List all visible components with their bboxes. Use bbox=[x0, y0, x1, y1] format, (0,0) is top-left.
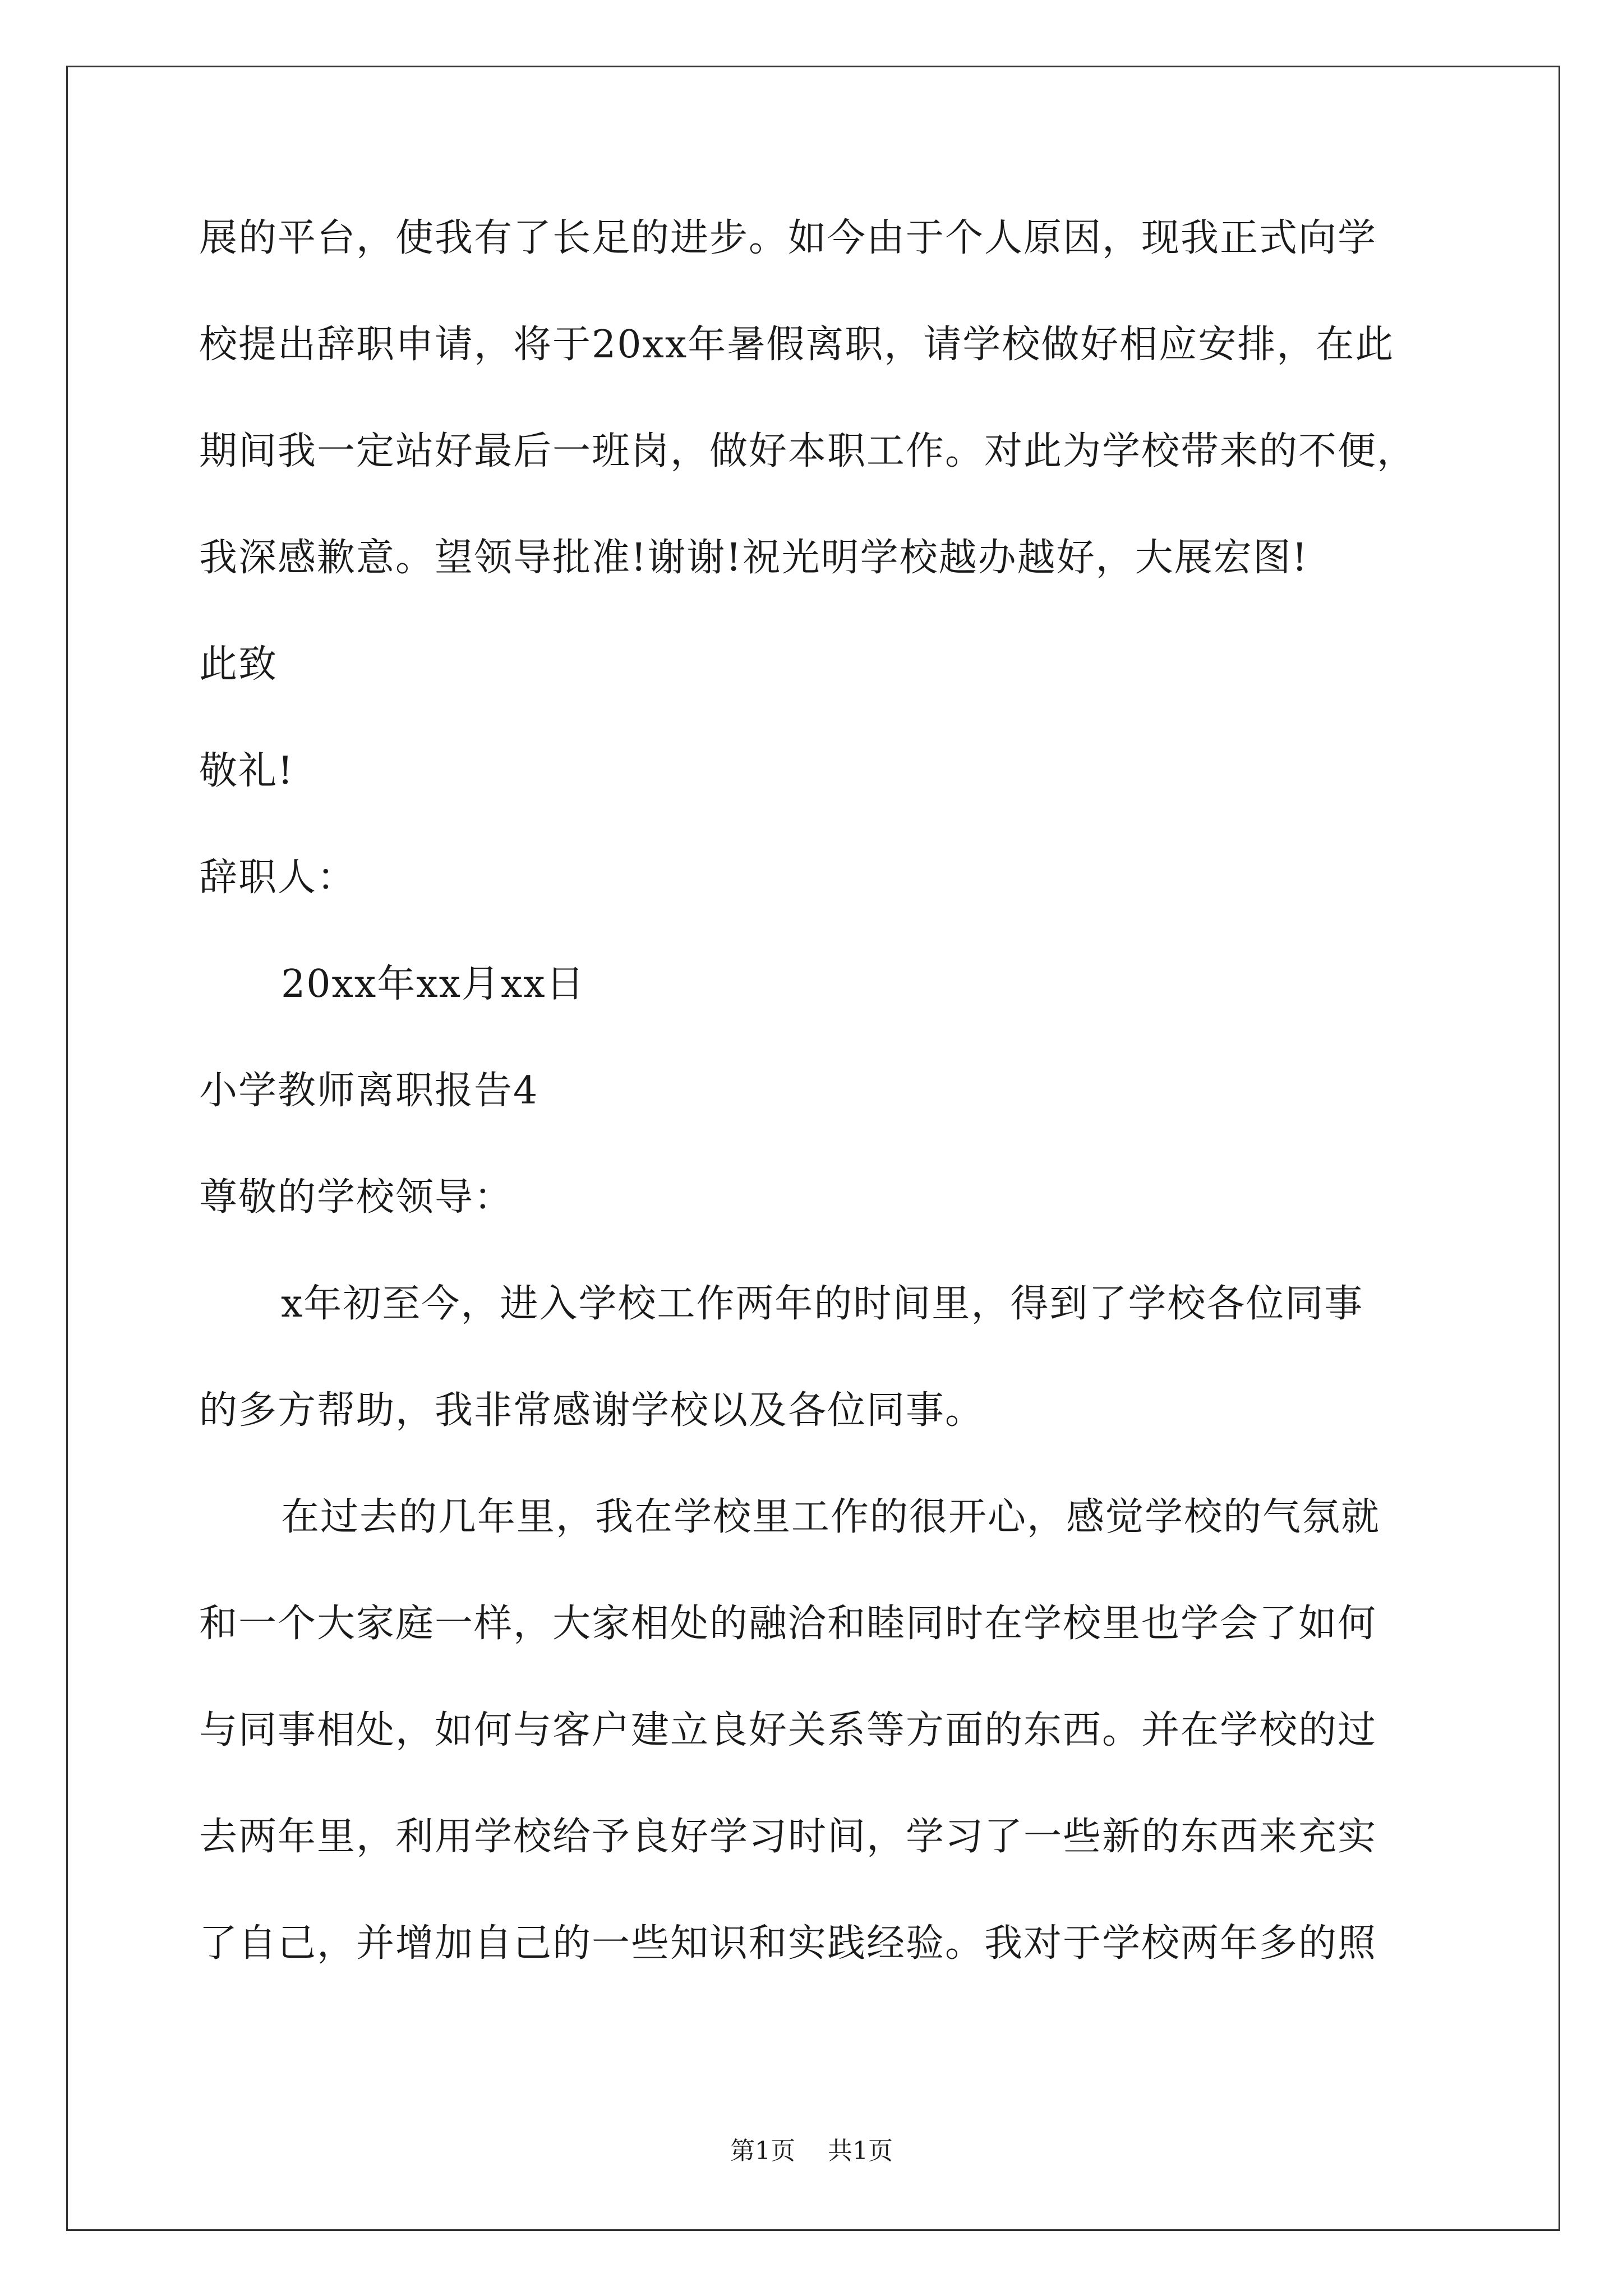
text-line: 去两年里，利用学校给予良好学习时间，学习了一些新的东西来充实 bbox=[199, 1815, 1377, 1859]
text-line: 的多方帮助，我非常感谢学校以及各位同事。 bbox=[199, 1388, 985, 1433]
text-line: 展的平台，使我有了长足的进步。如今由于个人原因，现我正式向学 bbox=[199, 216, 1377, 260]
text-line: 与同事相处，如何与客户建立良好关系等方面的东西。并在学校的过 bbox=[199, 1708, 1377, 1752]
text-line: x年初至今，进入学校工作两年的时间里，得到了学校各位同事 bbox=[281, 1282, 1364, 1326]
text-line: 我深感歉意。望领导批准!谢谢!祝光明学校越办越好，大展宏图! bbox=[199, 536, 1308, 580]
section-heading: 小学教师离职报告4 bbox=[199, 1069, 539, 1113]
text-line: 了自己，并增加自己的一些知识和实践经验。我对于学校两年多的照 bbox=[199, 1921, 1377, 1966]
page-number: 第1页 bbox=[730, 2137, 795, 2165]
document-body bbox=[199, 202, 1438, 2014]
page-footer bbox=[0, 2134, 1623, 2168]
text-line: 期间我一定站好最后一班岗，做好本职工作。对此为学校带来的不便， bbox=[199, 429, 1417, 473]
greeting: 尊敬的学校领导： bbox=[199, 1175, 514, 1220]
closing-respect: 敬礼! bbox=[199, 749, 294, 793]
signature-label: 辞职人： bbox=[199, 855, 357, 900]
page-total: 共1页 bbox=[828, 2137, 893, 2165]
text-line: 在过去的几年里，我在学校里工作的很开心，感觉学校的气氛就 bbox=[281, 1495, 1381, 1539]
date-line: 20xx年xx月xx日 bbox=[281, 962, 585, 1006]
text-line: 校提出辞职申请，将于20xx年暑假离职，请学校做好相应安排，在此 bbox=[199, 323, 1395, 367]
closing-salutation: 此致 bbox=[199, 642, 278, 687]
text-line: 和一个大家庭一样，大家相处的融洽和睦同时在学校里也学会了如何 bbox=[199, 1602, 1377, 1646]
